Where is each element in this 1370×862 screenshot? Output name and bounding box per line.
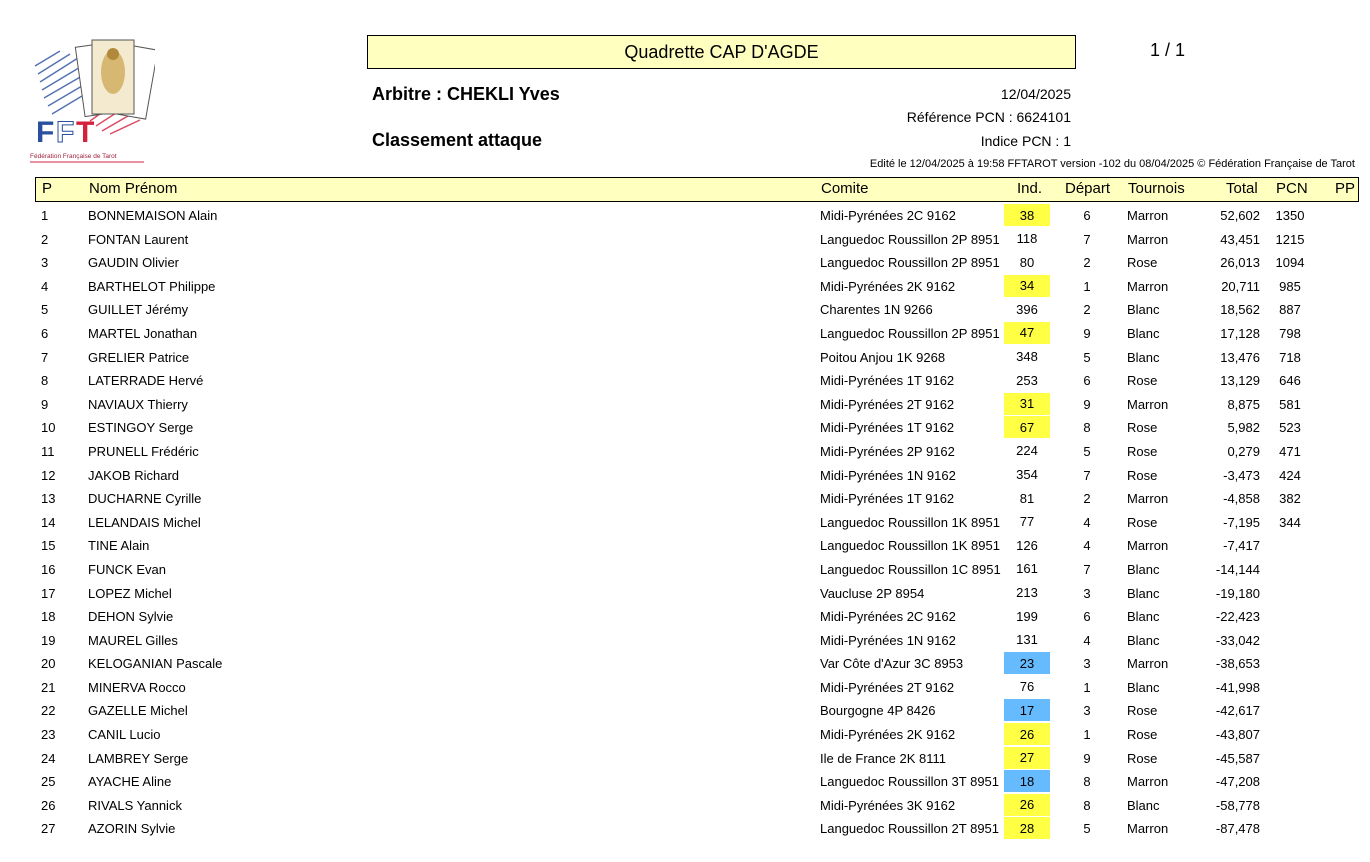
rank-cell: 22 (41, 703, 56, 719)
rank-cell: 12 (41, 467, 56, 483)
pcn-cell: 523 (1279, 420, 1301, 436)
comite-cell: Midi-Pyrénées 1N 9162 (820, 632, 956, 648)
ind-cell: 23 (1004, 652, 1050, 674)
total-cell: -19,180 (1215, 585, 1260, 601)
ind-cell: 253 (1016, 372, 1038, 388)
player-name-cell: LELANDAIS Michel (88, 514, 201, 530)
comite-cell: Languedoc Roussillon 3T 8951 (820, 774, 1000, 790)
depart-cell: 6 (1083, 373, 1091, 389)
comite-cell: Midi-Pyrénées 2K 9162 (820, 727, 956, 743)
col-pcn: PCN (1276, 180, 1308, 197)
rank-cell: 27 (41, 821, 56, 837)
table-row (0, 464, 1370, 488)
total-cell: 0,279 (1227, 443, 1260, 459)
table-row (0, 487, 1370, 511)
pcn-cell: 718 (1279, 349, 1301, 365)
depart-cell: 5 (1083, 349, 1091, 365)
comite-cell: Languedoc Roussillon 2T 8951 (820, 821, 1000, 837)
pcn-reference: Référence PCN : 6624101 (906, 109, 1071, 125)
ind-cell: 118 (1016, 231, 1038, 247)
table-row (0, 416, 1370, 440)
rank-cell: 14 (41, 514, 56, 530)
table-row (0, 534, 1370, 558)
table-row (0, 322, 1370, 346)
table-row (0, 393, 1370, 417)
player-name-cell: LOPEZ Michel (88, 585, 172, 601)
table-row (0, 629, 1370, 653)
pcn-cell: 985 (1279, 278, 1301, 294)
comite-cell: Midi-Pyrénées 1T 9162 (820, 373, 955, 389)
classement-label: Classement attaque (372, 130, 543, 150)
total-cell: -3,473 (1223, 467, 1260, 483)
player-name-cell: MAUREL Gilles (88, 632, 178, 648)
table-header (35, 177, 1359, 202)
tournois-cell: Rose (1127, 467, 1158, 483)
tournois-cell: Rose (1127, 443, 1158, 459)
depart-cell: 8 (1083, 774, 1091, 790)
tournois-cell: Blanc (1127, 797, 1160, 813)
pcn-cell: 382 (1279, 491, 1301, 507)
depart-cell: 1 (1083, 727, 1091, 743)
total-cell: -87,478 (1215, 821, 1260, 837)
total-cell: -7,417 (1223, 538, 1260, 554)
tournois-cell: Blanc (1127, 561, 1160, 577)
ind-cell: 213 (1016, 585, 1038, 600)
total-cell: -45,587 (1215, 750, 1260, 766)
player-name-cell: CANIL Lucio (88, 727, 161, 743)
rank-cell: 21 (41, 679, 56, 695)
depart-cell: 3 (1083, 703, 1091, 719)
table-row (0, 369, 1370, 393)
depart-cell: 7 (1083, 561, 1091, 577)
total-cell: 17,128 (1220, 325, 1260, 341)
ind-cell: 354 (1016, 467, 1038, 483)
ind-cell: 18 (1004, 770, 1050, 792)
tournois-cell: Rose (1127, 255, 1158, 271)
ind-cell: 31 (1004, 393, 1050, 415)
ind-cell: 348 (1016, 349, 1038, 365)
total-cell: 13,129 (1220, 373, 1260, 389)
tournois-cell: Rose (1127, 420, 1158, 436)
tournois-cell: Marron (1127, 231, 1169, 247)
depart-cell: 2 (1083, 255, 1091, 271)
tournois-cell: Marron (1127, 538, 1169, 554)
col-ind: Ind. (1017, 180, 1043, 197)
ind-cell: 67 (1004, 416, 1050, 438)
player-name-cell: DUCHARNE Cyrille (88, 491, 202, 507)
depart-cell: 9 (1083, 396, 1091, 412)
player-name-cell: TINE Alain (88, 538, 150, 554)
player-name-cell: PRUNELL Frédéric (88, 443, 199, 459)
player-name-cell: AZORIN Sylvie (88, 821, 176, 837)
svg-text:F: F (56, 116, 75, 149)
ind-cell: 77 (1019, 514, 1035, 530)
player-name-cell: MARTEL Jonathan (88, 325, 198, 341)
tournois-cell: Marron (1127, 774, 1169, 790)
depart-cell: 6 (1083, 208, 1091, 223)
comite-cell: Midi-Pyrénées 2C 9162 (820, 609, 956, 625)
total-cell: -58,778 (1215, 797, 1260, 813)
comite-cell: Vaucluse 2P 8954 (820, 585, 925, 601)
tournois-cell: Marron (1127, 821, 1169, 837)
ind-cell: 81 (1019, 490, 1035, 506)
tournois-cell: Marron (1127, 491, 1169, 507)
table-row (0, 817, 1370, 841)
pcn-cell: 1094 (1275, 255, 1305, 271)
table-row (0, 558, 1370, 582)
rank-cell: 8 (41, 373, 49, 389)
player-name-cell: JAKOB Richard (88, 467, 180, 483)
comite-cell: Languedoc Roussillon 2P 8951 (820, 255, 1000, 271)
rank-cell: 6 (41, 325, 49, 341)
table-row (0, 275, 1370, 299)
tournois-cell: Blanc (1127, 349, 1160, 365)
rank-cell: 2 (41, 231, 49, 247)
pcn-cell: 344 (1279, 514, 1301, 530)
total-cell: 8,875 (1227, 396, 1260, 412)
total-cell: 52,602 (1220, 208, 1260, 223)
pcn-cell: 887 (1279, 302, 1301, 318)
ind-cell: 126 (1016, 537, 1038, 553)
total-cell: -4,858 (1223, 491, 1260, 507)
comite-cell: Midi-Pyrénées 2K 9162 (820, 278, 956, 294)
rank-cell: 7 (41, 349, 49, 365)
tournois-cell: Blanc (1127, 325, 1160, 341)
depart-cell: 4 (1083, 538, 1091, 554)
comite-cell: Bourgogne 4P 8426 (820, 703, 936, 719)
depart-cell: 8 (1083, 797, 1091, 813)
pcn-cell: 424 (1279, 467, 1301, 483)
tournois-cell: Marron (1127, 396, 1169, 412)
results-table (0, 204, 1370, 841)
table-row (0, 770, 1370, 794)
depart-cell: 6 (1083, 609, 1091, 625)
rank-cell: 26 (41, 797, 56, 813)
ind-cell: 80 (1019, 254, 1035, 270)
tournois-cell: Blanc (1127, 585, 1160, 601)
pcn-cell: 1350 (1275, 208, 1305, 223)
table-row (0, 723, 1370, 747)
comite-cell: Charentes 1N 9266 (820, 302, 933, 318)
total-cell: 13,476 (1220, 349, 1260, 365)
ind-cell: 26 (1004, 794, 1050, 816)
ind-cell: 27 (1004, 747, 1050, 769)
rank-cell: 18 (41, 609, 56, 625)
total-cell: -33,042 (1215, 632, 1260, 648)
rank-cell: 23 (41, 727, 56, 743)
comite-cell: Midi-Pyrénées 1N 9162 (820, 467, 956, 483)
depart-cell: 3 (1083, 656, 1091, 672)
rank-cell: 20 (41, 656, 56, 672)
player-name-cell: FONTAN Laurent (88, 231, 189, 247)
comite-cell: Midi-Pyrénées 1T 9162 (820, 491, 955, 507)
rank-cell: 4 (41, 278, 49, 294)
comite-cell: Midi-Pyrénées 3K 9162 (820, 797, 956, 813)
tournois-cell: Blanc (1127, 632, 1160, 648)
player-name-cell: RIVALS Yannick (88, 797, 182, 813)
table-row (0, 747, 1370, 771)
comite-cell: Poitou Anjou 1K 9268 (820, 349, 946, 365)
rank-cell: 24 (41, 750, 56, 766)
player-name-cell: FUNCK Evan (88, 561, 167, 577)
rank-cell: 16 (41, 561, 56, 577)
tournois-cell: Rose (1127, 750, 1158, 766)
player-name-cell: AYACHE Aline (88, 774, 172, 790)
report-date: 12/04/2025 (1000, 86, 1071, 102)
table-row (0, 699, 1370, 723)
col-comite: Comite (821, 180, 869, 197)
rank-cell: 10 (41, 420, 56, 436)
col-tournois: Tournois (1128, 180, 1185, 197)
ind-cell: 26 (1004, 723, 1050, 745)
ind-cell: 161 (1016, 561, 1038, 577)
col-total: Total (1226, 180, 1258, 197)
tournament-title: Quadrette CAP D'AGDE (367, 35, 1076, 69)
total-cell: -7,195 (1223, 514, 1260, 530)
depart-cell: 8 (1083, 420, 1091, 436)
player-name-cell: BONNEMAISON Alain (88, 208, 218, 223)
rank-cell: 9 (41, 396, 49, 412)
player-name-cell: KELOGANIAN Pascale (88, 656, 223, 672)
depart-cell: 9 (1083, 750, 1091, 766)
ind-cell: 47 (1004, 322, 1050, 344)
total-cell: 18,562 (1220, 302, 1260, 318)
player-name-cell: GRELIER Patrice (88, 349, 190, 365)
table-row (0, 652, 1370, 676)
col-depart: Départ (1065, 180, 1111, 197)
tournois-cell: Blanc (1127, 302, 1160, 318)
total-cell: 43,451 (1220, 231, 1260, 247)
comite-cell: Languedoc Roussillon 1C 8951 (820, 561, 1001, 577)
pcn-cell: 581 (1279, 396, 1301, 412)
ind-cell: 17 (1004, 699, 1050, 721)
total-cell: -42,617 (1215, 703, 1260, 719)
pcn-indice: Indice PCN : 1 (980, 133, 1071, 149)
rank-cell: 25 (41, 774, 56, 790)
pcn-cell: 1215 (1275, 231, 1305, 247)
comite-cell: Midi-Pyrénées 1T 9162 (820, 420, 955, 436)
total-cell: -14,144 (1215, 561, 1260, 577)
total-cell: -41,998 (1215, 679, 1260, 695)
rank-cell: 13 (41, 491, 56, 507)
table-row (0, 794, 1370, 818)
total-cell: -38,653 (1215, 656, 1260, 672)
table-row (0, 676, 1370, 700)
rank-cell: 19 (41, 632, 56, 648)
comite-cell: Midi-Pyrénées 2T 9162 (820, 396, 955, 412)
total-cell: 20,711 (1221, 278, 1260, 294)
total-cell: 26,013 (1220, 255, 1260, 271)
player-name-cell: GUILLET Jérémy (88, 302, 189, 318)
table-row (0, 511, 1370, 535)
player-name-cell: DEHON Sylvie (88, 609, 174, 625)
comite-cell: Languedoc Roussillon 2P 8951 (820, 325, 1000, 341)
depart-cell: 2 (1083, 302, 1091, 318)
col-name: Nom Prénom (89, 180, 178, 197)
depart-cell: 5 (1083, 443, 1091, 459)
depart-cell: 3 (1083, 585, 1091, 601)
rank-cell: 15 (41, 538, 56, 554)
edition-note: Edité le 12/04/2025 à 19:58 FFTAROT version -102 du 08/04/2025 © Fédération Française de Tarot (869, 158, 1355, 170)
ind-cell: 131 (1016, 632, 1038, 648)
rank-cell: 11 (41, 443, 55, 459)
tournois-cell: Marron (1127, 208, 1169, 223)
tournois-cell: Marron (1127, 656, 1169, 672)
tournois-cell: Blanc (1127, 609, 1160, 625)
comite-cell: Midi-Pyrénées 2P 9162 (820, 443, 955, 459)
tournois-cell: Marron (1127, 278, 1169, 294)
total-cell: -43,807 (1215, 727, 1260, 743)
comite-cell: Var Côte d'Azur 3C 8953 (820, 656, 964, 672)
player-name-cell: LATERRADE Hervé (88, 373, 204, 389)
table-row (0, 204, 1370, 228)
player-name-cell: NAVIAUX Thierry (88, 396, 188, 412)
rank-cell: 1 (41, 208, 49, 223)
ind-cell: 396 (1016, 301, 1038, 317)
tournois-cell: Blanc (1127, 679, 1160, 695)
depart-cell: 5 (1083, 821, 1091, 837)
ind-cell: 224 (1016, 443, 1038, 459)
tournois-cell: Rose (1127, 703, 1158, 719)
depart-cell: 2 (1083, 491, 1091, 507)
col-pp: PP (1335, 180, 1356, 197)
table-row (0, 298, 1370, 322)
table-row (0, 228, 1370, 252)
rank-cell: 17 (41, 585, 56, 601)
player-name-cell: GAZELLE Michel (88, 703, 188, 719)
depart-cell: 4 (1083, 514, 1091, 530)
ind-cell: 76 (1019, 679, 1035, 695)
comite-cell: Languedoc Roussillon 1K 8951 (820, 514, 1000, 530)
player-name-cell: GAUDIN Olivier (88, 255, 180, 271)
svg-text:Fédération Française de Tarot: Fédération Française de Tarot (30, 153, 117, 160)
depart-cell: 9 (1083, 325, 1091, 341)
ind-cell: 38 (1004, 204, 1050, 226)
comite-cell: Midi-Pyrénées 2T 9162 (820, 679, 955, 695)
svg-text:T: T (76, 116, 95, 149)
table-row (0, 440, 1370, 464)
player-name-cell: ESTINGOY Serge (88, 420, 194, 436)
tournois-cell: Rose (1127, 373, 1158, 389)
total-cell: -47,208 (1215, 774, 1260, 790)
rank-cell: 3 (41, 255, 49, 271)
player-name-cell: LAMBREY Serge (88, 750, 189, 766)
player-name-cell: BARTHELOT Philippe (88, 278, 216, 294)
depart-cell: 7 (1083, 467, 1091, 483)
table-row (0, 251, 1370, 275)
depart-cell: 7 (1083, 231, 1091, 247)
table-row (0, 346, 1370, 370)
table-row (0, 605, 1370, 629)
depart-cell: 4 (1083, 632, 1091, 648)
player-name-cell: MINERVA Rocco (88, 679, 186, 695)
depart-cell: 1 (1083, 278, 1091, 294)
fft-logo (30, 36, 155, 166)
comite-cell: Languedoc Roussillon 2P 8951 (820, 231, 1000, 247)
comite-cell: Midi-Pyrénées 2C 9162 (820, 208, 956, 223)
tournois-cell: Rose (1127, 727, 1158, 743)
tournois-cell: Rose (1127, 514, 1158, 530)
total-cell: -22,423 (1215, 609, 1260, 625)
pcn-cell: 798 (1279, 325, 1301, 341)
col-p: P (42, 180, 53, 197)
pcn-cell: 646 (1279, 373, 1301, 389)
total-cell: 5,982 (1227, 420, 1260, 436)
comite-cell: Ile de France 2K 8111 (820, 750, 946, 766)
rank-cell: 5 (41, 302, 49, 318)
depart-cell: 1 (1083, 679, 1091, 695)
pcn-cell: 471 (1279, 443, 1301, 459)
svg-text:F: F (36, 116, 55, 149)
ind-cell: 28 (1004, 817, 1050, 839)
ind-cell: 34 (1004, 275, 1050, 297)
comite-cell: Languedoc Roussillon 1K 8951 (820, 538, 1000, 554)
ind-cell: 199 (1016, 608, 1038, 624)
page-number: 1 / 1 (1150, 40, 1186, 60)
arbitre-label: Arbitre : CHEKLI Yves (372, 84, 560, 104)
table-row (0, 582, 1370, 606)
